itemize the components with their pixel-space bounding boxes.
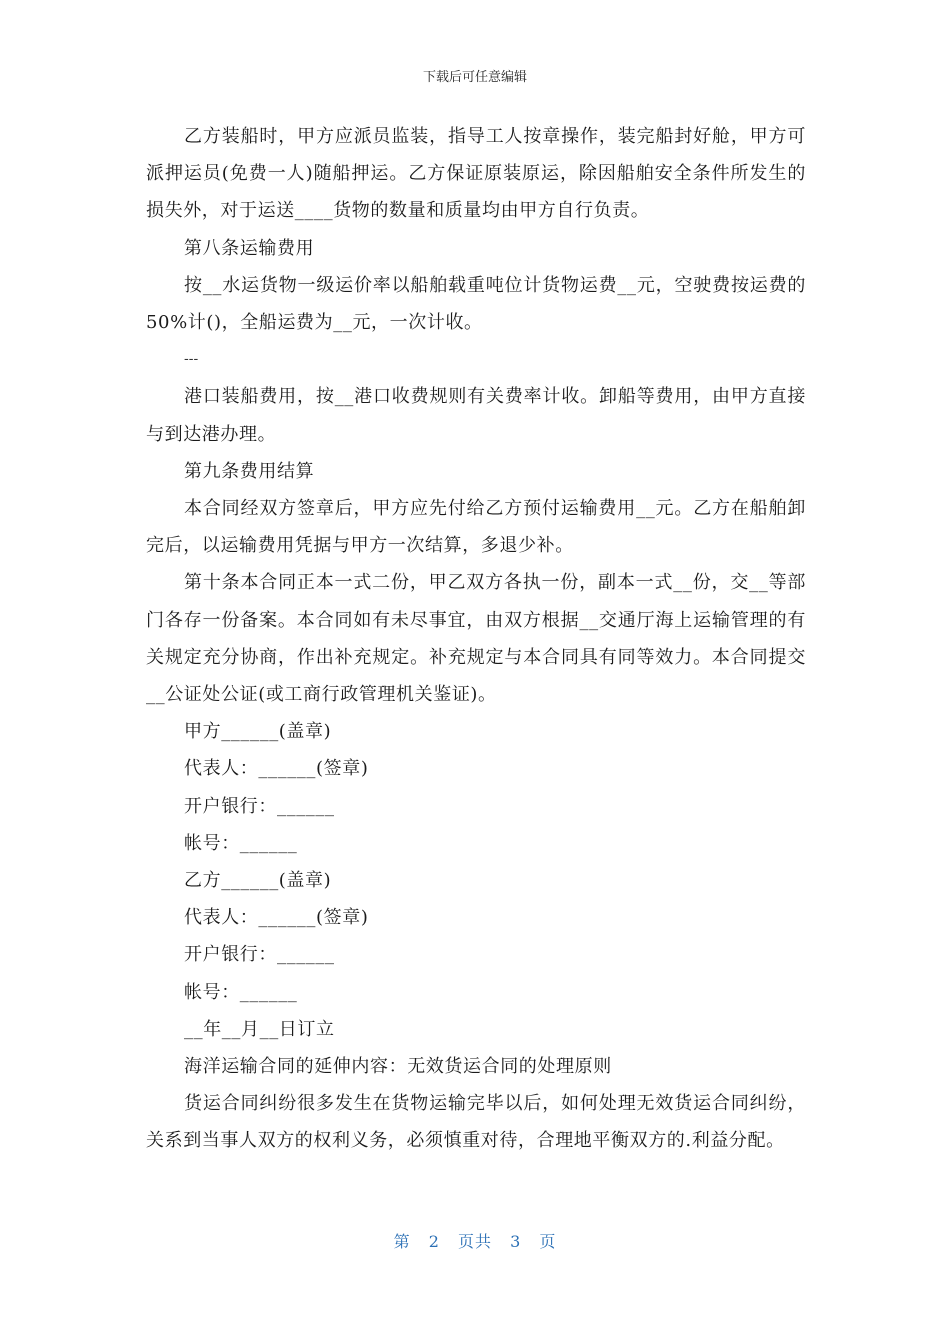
- party-b-account: 帐号：______: [184, 981, 298, 1003]
- signing-date: __年__月__日订立: [184, 1018, 335, 1040]
- separator-dashes: ---: [184, 351, 199, 368]
- party-a-bank: 开户银行：______: [184, 795, 335, 817]
- page-header: 下载后可任意编辑: [422, 70, 527, 85]
- article-10-paragraph: 第十条本合同正本一式二份，甲乙双方各执一份，副本一式__份，交__等部门各存一份备案。本合同如有未尽事宜，由双方根据__交通厅海上运输管理的有关规定充分协商，作出补充规定。补充规定与本合同具有同等效力。本合同提交__公证处公证(或工商行政管理机关鉴证)。: [146, 572, 806, 706]
- party-a-seal: 甲方______(盖章): [184, 721, 332, 743]
- party-b-bank: 开户银行：______: [184, 944, 335, 966]
- party-a-representative: 代表人：______(签章): [184, 758, 369, 780]
- party-b-seal: 乙方______(盖章): [184, 870, 332, 892]
- paragraph-fee-settlement: 本合同经双方签章后，甲方应先付给乙方预付运输费用__元。乙方在船舶卸完后，以运输费用凭据与甲方一次结算，多退少补。: [146, 498, 806, 557]
- party-b-representative: 代表人：______(签章): [184, 907, 369, 929]
- paragraph-invalid-contract: 货运合同纠纷很多发生在货物运输完毕以后，如何处理无效货运合同纠纷，关系到当事人双方的权利义务，必须慎重对待，合理地平衡双方的.利益分配。: [146, 1093, 806, 1152]
- article-9-heading: 第九条费用结算: [184, 460, 315, 482]
- article-8-heading: 第八条运输费用: [184, 237, 315, 259]
- paragraph-loading-supervision: 乙方装船时，甲方应派员监装，指导工人按章操作，装完船封好舱，甲方可派押运员(免费一人)随船押运。乙方保证原装原运，除因船舶安全条件所发生的损失外，对于运送____货物的数量和质量均由甲方自行负责。: [146, 126, 806, 222]
- paragraph-freight-calculation: 按__水运货物一级运价率以船舶载重吨位计货物运费__元，空驶费按运费的50%计()，全船运费为__元，一次计收。: [146, 274, 806, 334]
- page-number-footer: 第 2 页共 3 页: [393, 1232, 557, 1251]
- paragraph-port-fees: 港口装船费用，按__港口收费规则有关费率计收。卸船等费用，由甲方直接与到达港办理。: [146, 386, 806, 445]
- party-a-account: 帐号：______: [184, 832, 298, 854]
- document-body: [146, 118, 806, 1160]
- extension-heading: 海洋运输合同的延伸内容：无效货运合同的处理原则: [184, 1056, 612, 1078]
